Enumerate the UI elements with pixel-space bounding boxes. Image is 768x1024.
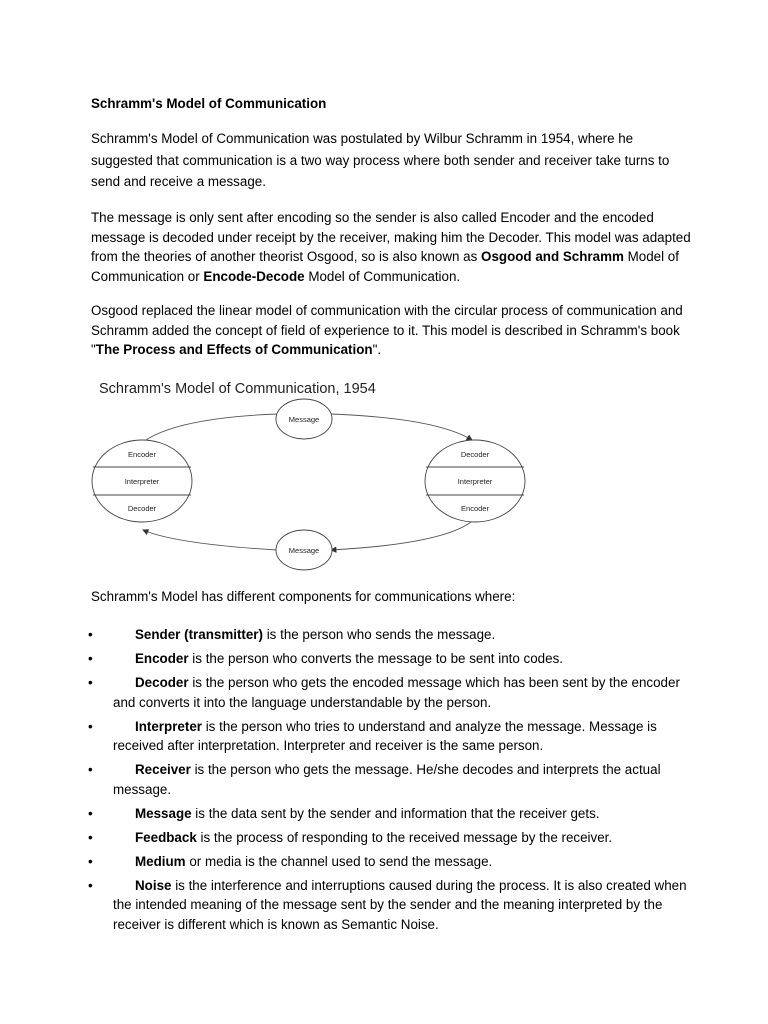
left-decoder-label: Decoder bbox=[127, 504, 157, 513]
paragraph-osgood-text-b: ". bbox=[372, 342, 382, 358]
list-item bbox=[88, 717, 691, 756]
bullet-icon: • bbox=[88, 853, 93, 869]
document-title: Schramm's Model of Communication bbox=[91, 96, 327, 111]
left-communicator-node bbox=[92, 440, 192, 522]
bullet-icon: • bbox=[88, 762, 93, 778]
component-desc: is the person who tries to understand and analyze the message. Message is received after interpretation. Interpreter and receiver is the same person. bbox=[113, 718, 657, 754]
component-desc: is the person who gets the message. He/she decodes and interprets the actual message. bbox=[113, 762, 661, 797]
paragraph-encoding bbox=[91, 208, 691, 286]
component-term: Interpreter bbox=[135, 718, 202, 734]
paragraph-encoding-text-c: Model of Communication. bbox=[304, 268, 461, 284]
right-interpreter-label: Interpreter bbox=[457, 477, 493, 486]
list-item bbox=[88, 760, 691, 799]
schramm-diagram bbox=[91, 372, 533, 578]
left-encoder-label: Encoder bbox=[128, 450, 156, 459]
list-item bbox=[88, 828, 691, 848]
paragraph-intro: Schramm's Model of Communication was postulated by Wilbur Schramm in 1954, where he suggested that communication is a two way process where both sender and receiver take turns to send and receive a message. bbox=[91, 131, 670, 190]
bullet-icon: • bbox=[88, 877, 93, 893]
components-list bbox=[88, 625, 691, 939]
left-interpreter-label: Interpreter bbox=[124, 477, 160, 486]
bullet-icon: • bbox=[88, 674, 93, 690]
component-term: Message bbox=[135, 805, 192, 821]
list-item bbox=[88, 649, 691, 669]
bullet-icon: • bbox=[88, 829, 93, 845]
paragraph-encoding-text-a: The message is only sent after encoding so the sender is also called Encoder and the encoded message is decoded under receipt by the receiver, making him the Decoder. This model was adapted from the theories of another theorist Osgood, so is also known as bbox=[91, 210, 691, 265]
paragraph-encoding-text-b: Model of Communication or bbox=[91, 249, 679, 284]
arc-encoder-to-message-bottom bbox=[331, 522, 471, 550]
bullet-icon: • bbox=[88, 805, 93, 821]
paragraph-encoding-bold-a: Osgood and Schramm bbox=[481, 249, 624, 265]
diagram-title: Schramm's Model of Communication, 1954 bbox=[99, 381, 376, 397]
component-desc: is the person who gets the encoded message which has been sent by the encoder and converts it into the language understandable by the person. bbox=[113, 674, 680, 710]
bullet-icon: • bbox=[88, 718, 93, 734]
list-item bbox=[88, 852, 691, 872]
paragraph-osgood-text-a: Osgood replaced the linear model of communication with the circular process of communication and Schramm added the concept of field of experience to it. This model is described in Schramm's book " bbox=[91, 303, 683, 358]
component-desc: is the person who converts the message to be sent into codes. bbox=[188, 650, 563, 666]
paragraph-encoding-bold-b: Encode-Decode bbox=[203, 268, 305, 284]
message-label-bottom: Message bbox=[288, 546, 320, 555]
component-desc: is the interference and interruptions caused during the process. It is also created when the intended meaning of the message sent by the sender and the meaning interpreted by the receiver is different which is known as Semantic Noise. bbox=[113, 877, 687, 932]
right-communicator-node bbox=[425, 440, 525, 522]
right-decoder-label: Decoder bbox=[460, 450, 490, 459]
component-desc: is the person who sends the message. bbox=[262, 627, 496, 642]
list-item bbox=[88, 673, 691, 712]
list-item bbox=[88, 804, 691, 824]
paragraph-osgood bbox=[91, 301, 691, 360]
arc-message-to-decoder bbox=[331, 414, 472, 440]
component-term: Medium bbox=[135, 853, 186, 869]
component-term: Feedback bbox=[135, 829, 197, 845]
bullet-icon: • bbox=[88, 650, 93, 666]
right-encoder-label: Encoder bbox=[461, 504, 489, 513]
paragraph-osgood-bold-a: The Process and Effects of Communication bbox=[95, 342, 373, 358]
bullet-icon: • bbox=[88, 627, 93, 642]
component-desc: is the data sent by the sender and information that the receiver gets. bbox=[191, 805, 600, 821]
component-term: Noise bbox=[135, 877, 172, 893]
component-term: Decoder bbox=[135, 674, 189, 690]
arc-encoder-to-message bbox=[143, 414, 277, 442]
list-item bbox=[88, 625, 691, 645]
component-desc: or media is the channel used to send the message. bbox=[185, 853, 493, 869]
components-intro: Schramm's Model has different components for communications where: bbox=[91, 589, 516, 604]
arc-message-to-decoder-left bbox=[143, 530, 277, 550]
component-desc: is the process of responding to the received message by the receiver. bbox=[196, 829, 613, 845]
component-term: Encoder bbox=[135, 650, 189, 666]
list-item bbox=[88, 876, 691, 935]
message-label-top: Message bbox=[288, 415, 320, 424]
component-term: Sender (transmitter) bbox=[135, 627, 263, 642]
component-term: Receiver bbox=[135, 762, 191, 778]
